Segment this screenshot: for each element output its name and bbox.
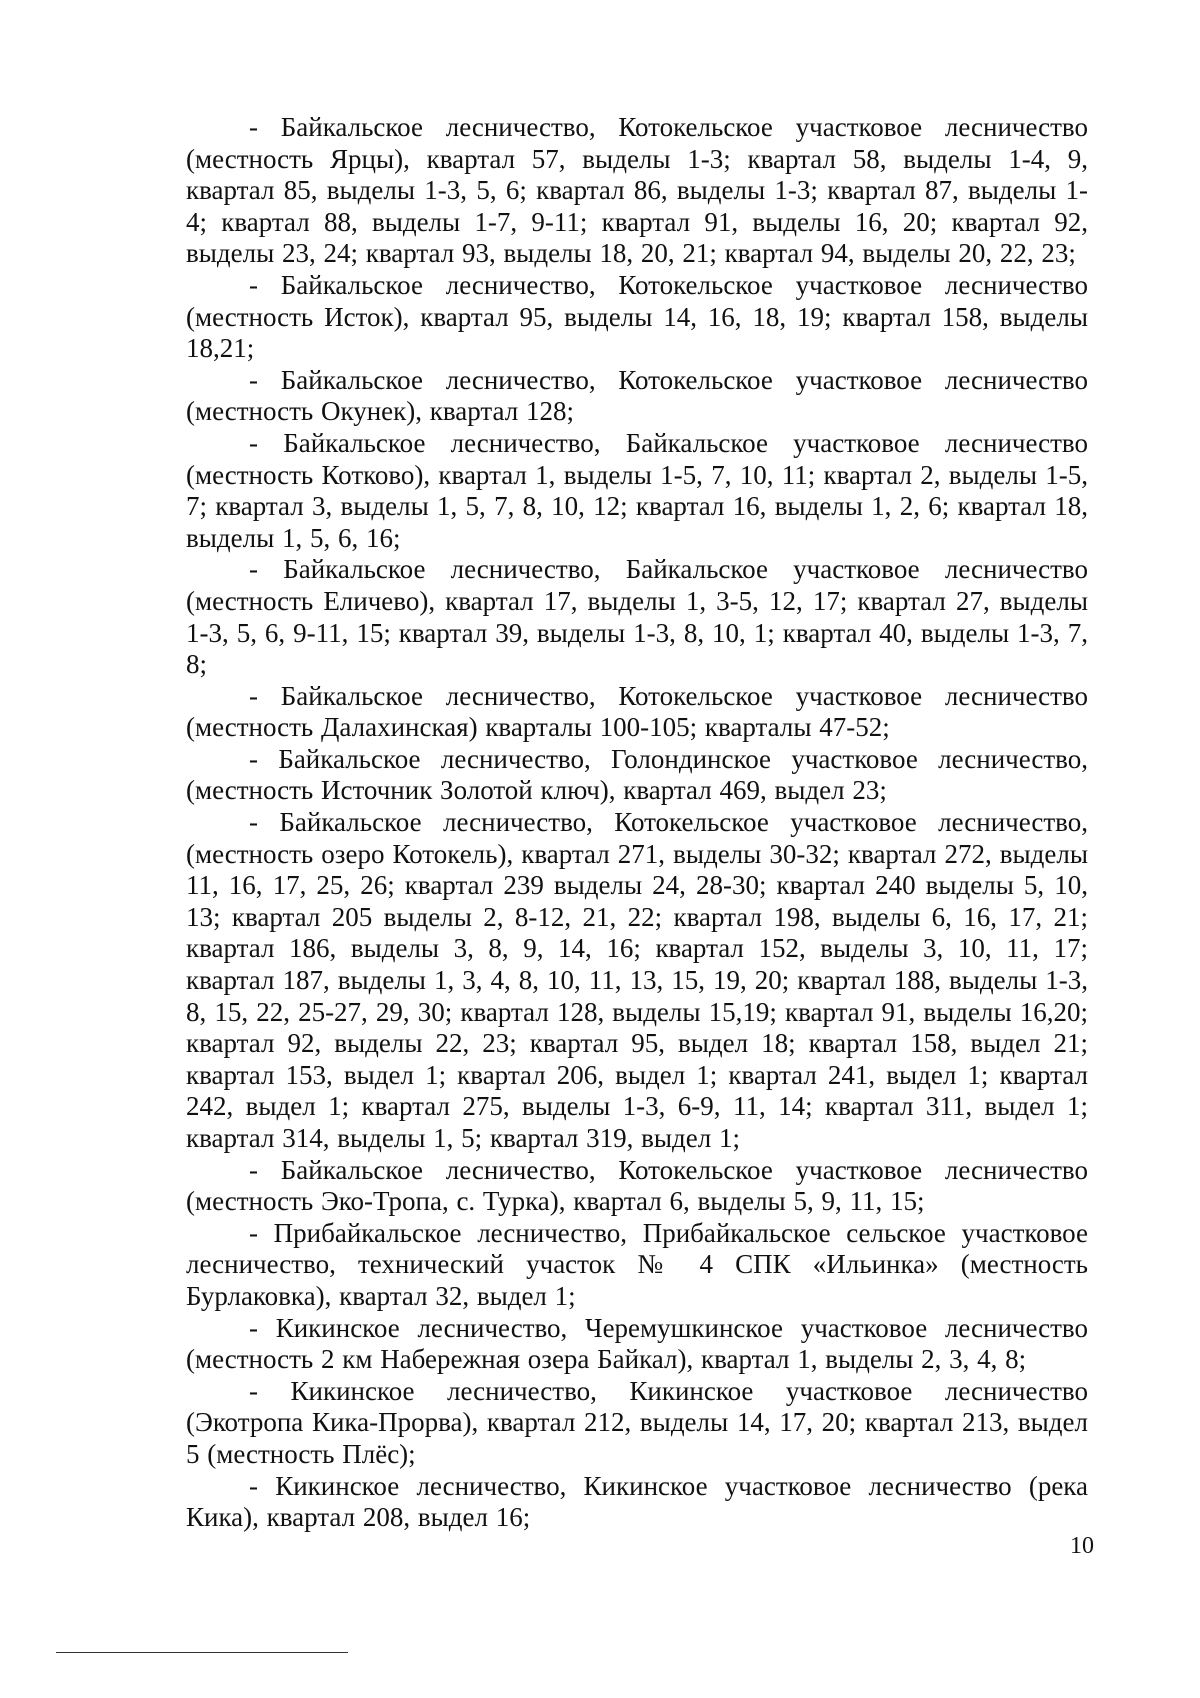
- paragraph-dalakhinskaya: - Байкальское лесничество, Котокельское участковое лесничество (местность Далахинская) кварталы 100-105; кварталы 47-52;: [186, 680, 1088, 743]
- paragraph-elichevo: - Байкальское лесничество, Байкальское участковое лесничество (местность Еличево), квартал 17, выделы 1, 3-5, 12, 17; квартал 27, выделы 1-3, 5, 6, 9-11, 15; квартал 39, выделы 1-3, 8, 10, 1; квартал 40, выделы 1-3, 7, 8;: [186, 554, 1088, 680]
- paragraph-reka-kika: - Кикинское лесничество, Кикинское участковое лесничество (река Кика), квартал 208, выдел 16;: [186, 1470, 1088, 1533]
- paragraph-ozero-kotokel: - Байкальское лесничество, Котокельское участковое лесничество, (местность озеро Котокель), квартал 271, выделы 30-32; квартал 272, выделы 11, 16, 17, 25, 26; квартал 239 выделы 24, 28-30; квартал 240 выделы 5, 10, 13; квартал 205 выделы 2, 8-12, 21, 22; квартал 198, выделы 6, 16, 17, 21; квартал 186, выделы 3, 8, 9, 14, 16; квартал 152, выделы 3, 10, 11, 17; квартал 187, выделы 1, 3, 4, 8, 10, 11, 13, 15, 19, 20; квартал 188, выделы 1-3, 8, 15, 22, 25-27, 29, 30; квартал 128, выделы 15,19; квартал 91, выделы 16,20; квартал 92, выделы 22, 23; квартал 95, выдел 18; квартал 158, выдел 21; квартал 153, выдел 1; квартал 206, выдел 1; квартал 241, выдел 1; квартал 242, выдел 1; квартал 275, выделы 1-3, 6-9, 11, 14; квартал 311, выдел 1; квартал 314, выделы 1, 5; квартал 319, выдел 1;: [186, 807, 1088, 1153]
- paragraph-naberezhnaya: - Кикинское лесничество, Черемушкинское участковое лесничество (местность 2 км Набережная озера Байкал), квартал 1, выделы 2, 3, 4, 8;: [186, 1312, 1088, 1375]
- paragraph-kotkovo: - Байкальское лесничество, Байкальское участковое лесничество (местность Котково), квартал 1, выделы 1-5, 7, 10, 11; квартал 2, выделы 1-5, 7; квартал 3, выделы 1, 5, 7, 8, 10, 12; квартал 16, выделы 1, 2, 6; квартал 18, выделы 1, 5, 6, 16;: [186, 427, 1088, 553]
- paragraph-zolotoy-klyuch: - Байкальское лесничество, Голондинское участковое лесничество, (местность Источник Золотой ключ), квартал 469, выдел 23;: [186, 743, 1088, 806]
- document-body: [186, 112, 1088, 1534]
- paragraph-okunek: - Байкальское лесничество, Котокельское участковое лесничество (местность Окунек), квартал 128;: [186, 364, 1088, 427]
- paragraph-istok: - Байкальское лесничество, Котокельское участковое лесничество (местность Исток), квартал 95, выделы 14, 16, 18, 19; квартал 158, выделы 18,21;: [186, 269, 1088, 364]
- paragraph-yartsy: - Байкальское лесничество, Котокельское участковое лесничество (местность Ярцы), квартал 57, выделы 1-3; квартал 58, выделы 1-4, 9, квартал 85, выделы 1-3, 5, 6; квартал 86, выделы 1-3; квартал 87, выделы 1-4; квартал 88, выделы 1-7, 9-11; квартал 91, выделы 16, 20; квартал 92, выделы 23, 24; квартал 93, выделы 18, 20, 21; квартал 94, выделы 20, 22, 23;: [186, 112, 1088, 269]
- footnote-divider: [56, 1652, 348, 1653]
- paragraph-eko-tropa-turka: - Байкальское лесничество, Котокельское участковое лесничество (местность Эко-Тропа, с. Турка), квартал 6, выделы 5, 9, 11, 15;: [186, 1154, 1088, 1217]
- paragraph-burlakovka: - Прибайкальское лесничество, Прибайкальское сельское участковое лесничество, технический участок № 4 СПК «Ильинка» (местность Бурлаковка), квартал 32, выдел 1;: [186, 1217, 1088, 1311]
- paragraph-kika-prorva: - Кикинское лесничество, Кикинское участковое лесничество (Экотропа Кика-Прорва), квартал 212, выделы 14, 17, 20; квартал 213, выдел 5 (местность Плёс);: [186, 1375, 1088, 1469]
- page-number: 10: [1070, 1533, 1094, 1559]
